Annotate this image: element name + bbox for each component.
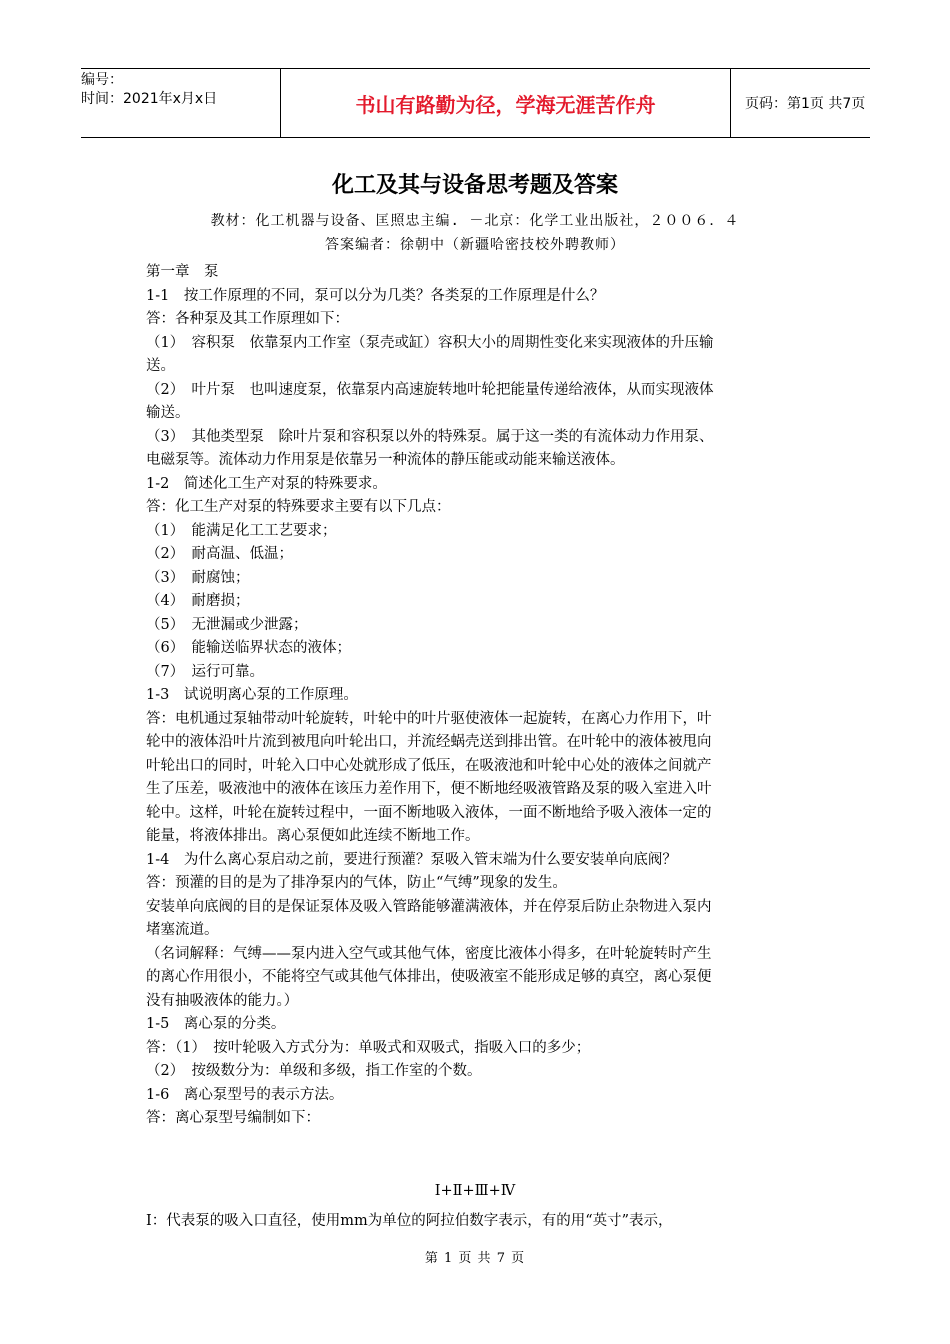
body-line: 轮中的液体沿叶片流到被甩向叶轮出口，并流经蜗壳送到排出管。在叶轮中的液体被甩向 (146, 734, 712, 750)
textbook-info: 教材：化工机器与设备、匡照忠主编. －北京：化学工业出版社，２００６．４ (210, 213, 740, 229)
list-item: （1） 能满足化工工艺要求； (146, 522, 337, 539)
body-line: 答：预灌的目的是为了排净泵内的气体，防止“气缚”现象的发生。 (146, 875, 567, 891)
body-line: 答：化工生产对泵的特殊要求主要有以下几点： (146, 499, 451, 515)
body-line: 电磁泵等。流体动力作用泵是依靠另一种流体的静压能或动能来输送液体。 (146, 452, 625, 468)
header-page-number: 页码：第1页 共7页 (745, 96, 866, 112)
document-title: 化工及其与设备思考题及答案 (331, 173, 618, 198)
body-line: （2） 叶片泵 也叫速度泵，依靠泵内高速旋转地叶轮把能量传递给液体，从而实现液体 (146, 381, 714, 398)
body-line: 答：电机通过泵轴带动叶轮旋转，叶轮中的叶片驱使液体一起旋转，在离心力作用下，叶 (146, 710, 712, 727)
question-1-2: 1-2 简述化工生产对泵的特殊要求。 (146, 475, 387, 492)
list-item: （6） 能输送临界状态的液体； (146, 640, 351, 656)
document-date-label: 时间：2021年x月x日 (81, 91, 218, 107)
body-line: 送。 (146, 358, 175, 374)
body-line-last: Ⅰ：代表泵的吸入口直径，使用mm为单位的阿拉伯数字表示，有的用“英寸”表示， (146, 1213, 673, 1229)
body-line: 答：（1） 按叶轮吸入方式分为：单吸式和双吸式，指吸入口的多少； (146, 1039, 591, 1056)
body-line: 能量，将液体排出。离心泵便如此连续不断地工作。 (146, 828, 480, 844)
page-footer: 第 1 页 共 7 页 (424, 1251, 526, 1266)
document-number-label: 编号： (81, 72, 123, 88)
body-line: 堵塞流道。 (146, 922, 219, 938)
body-line: 生了压差，吸液池中的液体在该压力差作用下，便不断地经吸液管路及泵的吸入室进入叶 (146, 781, 712, 797)
list-item: （7） 运行可靠。 (146, 663, 264, 680)
body-line: 答：各种泵及其工作原理如下： (146, 311, 349, 327)
question-1-3: 1-3 试说明离心泵的工作原理。 (146, 687, 358, 703)
document-body (146, 261, 809, 1131)
list-item: （3） 耐腐蚀； (146, 569, 250, 586)
body-line: 的离心作用很小，不能将空气或其他气体排出，使吸液室不能形成足够的真空，离心泵便 (146, 969, 712, 985)
body-line: （1） 容积泵 依靠泵内工作室（泵壳或缸）容积大小的周期性变化来实现液体的升压输 (146, 334, 714, 351)
list-item: （5） 无泄漏或少泄露； (146, 616, 308, 633)
model-formula: Ⅰ+Ⅱ+Ⅲ+Ⅳ (434, 1183, 516, 1199)
page-header (81, 68, 870, 138)
body-line: （3） 其他类型泵 除叶片泵和容积泵以外的特殊泵。属于这一类的有流体动力作用泵、 (146, 428, 714, 445)
list-item: （4） 耐磨损； (146, 593, 250, 609)
body-line: 安装单向底阀的目的是保证泵体及吸入管路能够灌满液体，并在停泵后防止杂物进入泵内 (146, 898, 712, 915)
question-1-6: 1-6 离心泵型号的表示方法。 (146, 1086, 344, 1103)
question-1-4: 1-4 为什么离心泵启动之前，要进行预灌？泵吸入管末端为什么要安装单向底阀？ (146, 851, 677, 868)
editor-info: 答案编者：徐朝中（新疆哈密技校外聘教师） (325, 237, 625, 253)
body-line: 轮中。这样，叶轮在旋转过程中，一面不断地吸入液体，一面不断地给予吸入液体一定的 (146, 804, 712, 821)
body-line: （名词解释：气缚——泵内进入空气或其他气体，密度比液体小得多，在叶轮旋转时产生 (146, 945, 712, 962)
body-line: 叶轮出口的同时，叶轮入口中心处就形成了低压，在吸液池和叶轮中心处的液体之间就产 (146, 757, 712, 774)
header-motto: 书山有路勤为径，学海无涯苦作舟 (280, 69, 731, 137)
header-info-cell (81, 69, 280, 137)
question-1-1: 1-1 按工作原理的不同，泵可以分为几类？各类泵的工作原理是什么？ (146, 287, 605, 304)
chapter-heading: 第一章 泵 (146, 264, 219, 280)
body-line: 答：离心泵型号编制如下： (146, 1110, 320, 1126)
body-line: 输送。 (146, 405, 190, 421)
body-line: （2） 按级数分为：单级和多级，指工作室的个数。 (146, 1063, 482, 1079)
list-item: （2） 耐高温、低温； (146, 546, 293, 562)
body-line: 没有抽吸液体的能力。） (146, 992, 299, 1009)
question-1-5: 1-5 离心泵的分类。 (146, 1016, 286, 1032)
